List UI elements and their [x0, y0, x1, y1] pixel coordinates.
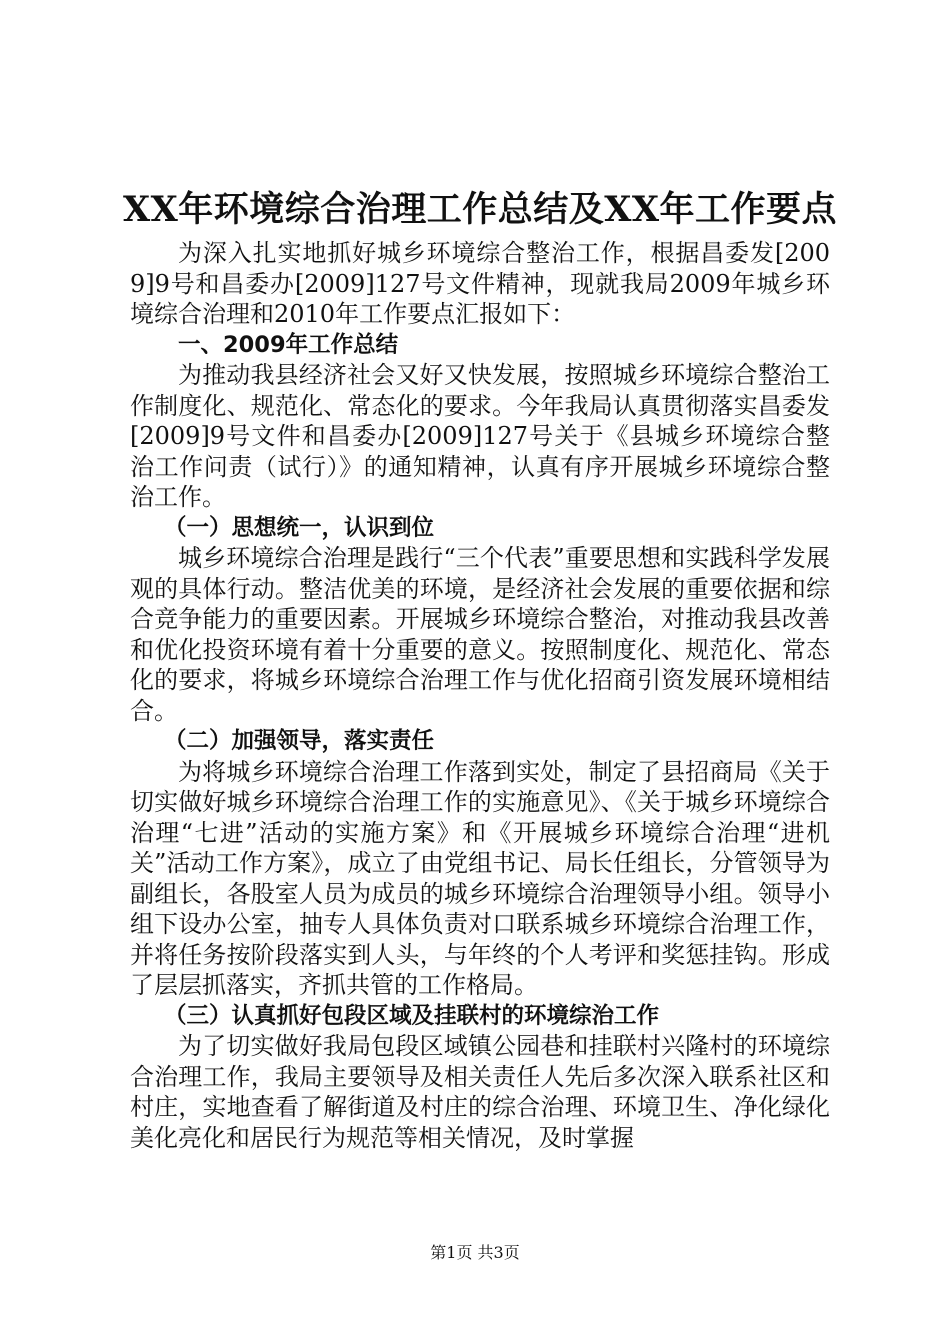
intro-paragraph: 为深入扎实地抓好城乡环境综合整治工作，根据昌委发[2009]9号和昌委办[2009]127号文件精神，现就我局2009年城乡环境综合治理和2010年工作要点汇报如下：: [130, 239, 830, 328]
page-number-footer: 第1页 共3页: [430, 1243, 520, 1262]
subsection-heading-3: （三）认真抓好包段区域及挂联村的环境综治工作: [164, 1002, 660, 1029]
document-body: [122, 188, 838, 1153]
section-heading-2009-summary: 一、2009年工作总结: [178, 331, 399, 358]
subsection-heading-1: （一）思想统一，认识到位: [164, 514, 435, 541]
subsection-paragraph-1: 城乡环境综合治理是践行“三个代表”重要思想和实践科学发展观的具体行动。整洁优美的环境，是经济社会发展的重要依据和综合竞争能力的重要因素。开展城乡环境综合整治，对推动我县改善和优化投资环境有着十分重要的意义。按照制度化、规范化、常态化的要求，将城乡环境综合治理工作与优化招商引资发展环境相结合。: [130, 544, 830, 725]
subsection-paragraph-3: 为了切实做好我局包段区域镇公园巷和挂联村兴隆村的环境综合治理工作，我局主要领导及相关责任人先后多次深入联系社区和村庄，实地查看了解街道及村庄的综合治理、环境卫生、净化绿化美化亮化和居民行为规范等相关情况，及时掌握: [130, 1032, 830, 1152]
section-paragraph-2009-summary: 为推动我县经济社会又好又快发展，按照城乡环境综合整治工作制度化、规范化、常态化的要求。今年我局认真贯彻落实昌委发[2009]9号文件和昌委办[2009]127号关于《县城乡环境综合整治工作问责（试行）》的通知精神，认真有序开展城乡环境综合整治工作。: [130, 361, 830, 511]
subsection-heading-2: （二）加强领导，落实责任: [164, 728, 435, 754]
document-title: XX年环境综合治理工作总结及XX年工作要点: [122, 189, 838, 230]
subsection-paragraph-2: 为将城乡环境综合治理工作落到实处，制定了县招商局《关于切实做好城乡环境综合治理工作的实施意见》、《关于城乡环境综合治理“七进”活动的实施方案》和《开展城乡环境综合治理“进机关”活动工作方案》，成立了由党组书记、局长任组长，分管领导为副组长，各股室人员为成员的城乡环境综合治理领导小组。领导小组下设办公室，抽专人具体负责对口联系城乡环境综合治理工作，并将任务按阶段落实到人头，与年终的个人考评和奖惩挂钩。形成了层层抓落实，齐抓共管的工作格局。: [130, 757, 830, 999]
